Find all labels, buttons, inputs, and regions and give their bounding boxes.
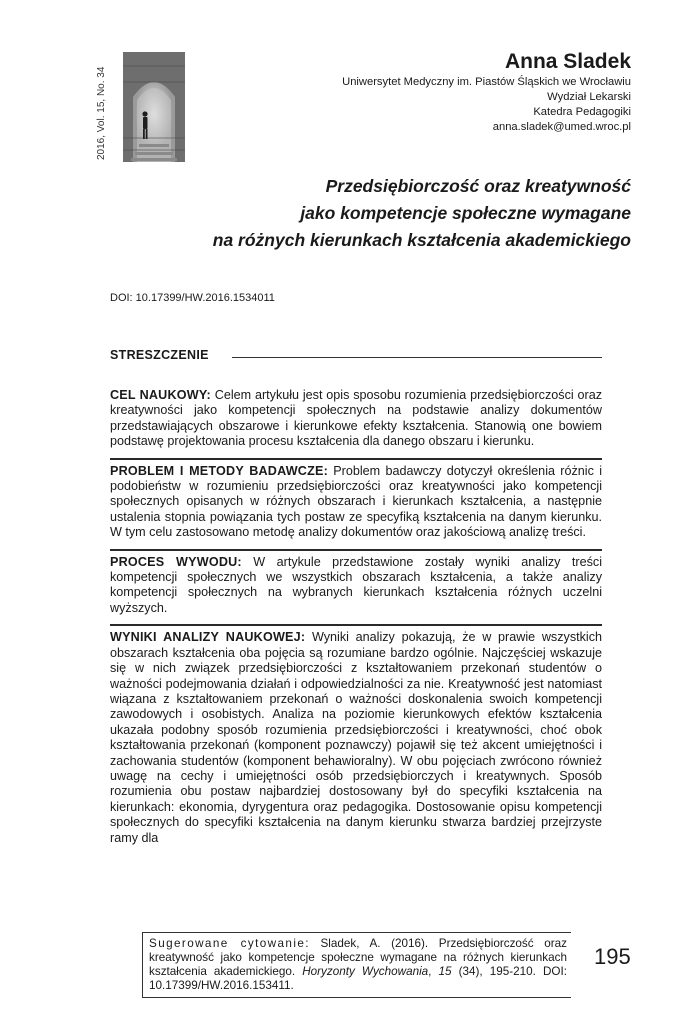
affiliation-university: Uniwersytet Medyczny im. Piastów Śląskich we Wrocławiu [342,76,631,88]
section-research-results [110,624,602,854]
affiliation-department: Katedra Pedagogiki [533,106,631,118]
journal-volume-vertical: 2016, Vol. 15, No. 34 [96,66,107,160]
section-text: Wyniki analizy pokazują, że w prawie wszystkich obszarach kształcenia oba pojęcia są rozumiane bardzo ogólnie. Najczęściej wskazuje się w nich związek przedsiębiorczości z kształtowaniem przekonań studentów o ważności podejmowania działań i odpowiedzialności za nie. Kreatywność jest natomiast wiązana z kształtowaniem przekonań o ważności doskonalenia swoich kompetencji zawodowych i osobistych. Analiza na poziomie kierunkowych efektów kształcenia ukazała podobny sposób rozumienia przedsiębiorczości i kreatywności, choć obok kształtowania przekonań (komponent poznawczy) pojawił się też akcent umiejętności i zachowania studentów (komponent behawioralny). W obu pojęciach zwrócono również uwagę na cechy i umiejętności osób przedsiębiorczych i kreatywnych. Sposób rozumienia obu postaw najbardziej dostosowany był do specyfiki kształcenia na kierunkach: ekonomia, dyrygentura oraz pedagogika. Dostosowanie opisu kompetencji społecznych do specyfiki kształcenia na danym kierunku stwarza bardziej przejrzyste ramy dla [110,630,603,845]
abstract-sections [110,378,602,854]
section-reasoning-process [110,549,602,625]
author-name: Anna Sladek [504,50,631,73]
citation-volume: 15 [438,965,452,978]
section-heading: PROBLEM I METODY BADAWCZE: [110,463,328,478]
citation-journal: Horyzonty Wychowania [302,965,429,978]
abstract-divider [232,357,602,358]
section-research-aim [110,378,602,458]
author-email: anna.sladek@umed.wroc.pl [492,121,631,133]
section-heading: CEL NAUKOWY: [110,388,211,402]
citation-part: Sladek, A. (2016). Przedsiębiorczość oraz kreatywność jako kompetencje społeczne wymagane na różnych kierunkach kształcenia akademickiego. [149,937,567,978]
section-heading: PROCES WYWODU: [110,554,242,569]
suggested-citation-box [142,932,571,998]
section-problem-methods [110,458,602,549]
page-number: 195 [594,944,631,969]
section-heading: WYNIKI ANALIZY NAUKOWEJ: [110,630,306,645]
affiliation-faculty: Wydział Lekarski [547,91,631,103]
citation-text: Sugerowane cytowanie: Sladek, A. (2016). Przedsiębiorczość oraz kreatywność jako kompetencje społeczne wymagane na różnych kierunkach kształcenia akademickiego. Horyzonty Wychowania, 15 (34), 195-210. DOI: 10.17399/HW.2016.153411. [149,937,567,992]
title-line: Przedsiębiorczość oraz kreatywność [325,176,631,196]
section-text: W artykule przedstawione zostały wyniki analizy treści kompetencji społecznych we wszystkich obszarach kształcenia, a także analizy kompetencji społecznych na wybranych kierunkach kształcenia różnych uczelni wyższych. [110,554,603,615]
section-text: Celem artykułu jest opis sposobu rozumienia przedsiębiorczości oraz kreatywności jako kompetencji społecznych na podstawie analizy dokumentów przedstawiających obszarowe i kierunkowe efekty kształcenia. Stanowią one bowiem podstawę projektowania procesu kształcenia dla danego obszaru i kierunku. [110,388,602,449]
abstract-header [110,346,602,362]
citation-part: (34), 195-210. DOI: 10.17399/HW.2016.153411. [149,965,567,992]
title-line: na różnych kierunkach kształcenia akademickiego [212,230,631,250]
journal-logo-image [123,52,185,162]
author-info [342,50,631,135]
doi: DOI: 10.17399/HW.2016.1534011 [110,292,275,304]
citation-label: Sugerowane cytowanie: [149,937,310,950]
abstract-label: STRESZCZENIE [110,348,217,362]
figure-in-arch-illustration-icon [123,52,185,162]
article-title [213,173,631,254]
title-line: jako kompetencje społeczne wymagane [300,203,631,223]
section-text: Problem badawczy dotyczył określenia różnic i podobieństw w rozumieniu przedsiębiorczości oraz kreatywności jako kompetencji społecznych opisanych w różnych obszarach i kierunkach kształcenia, a następnie ustalenia stopnia powiązania tych postaw ze specyfiką kształcenia na danym kierunku. W tym celu zastosowano metodę analizy dokumentów oraz jakościową analizę treści. [110,463,602,540]
